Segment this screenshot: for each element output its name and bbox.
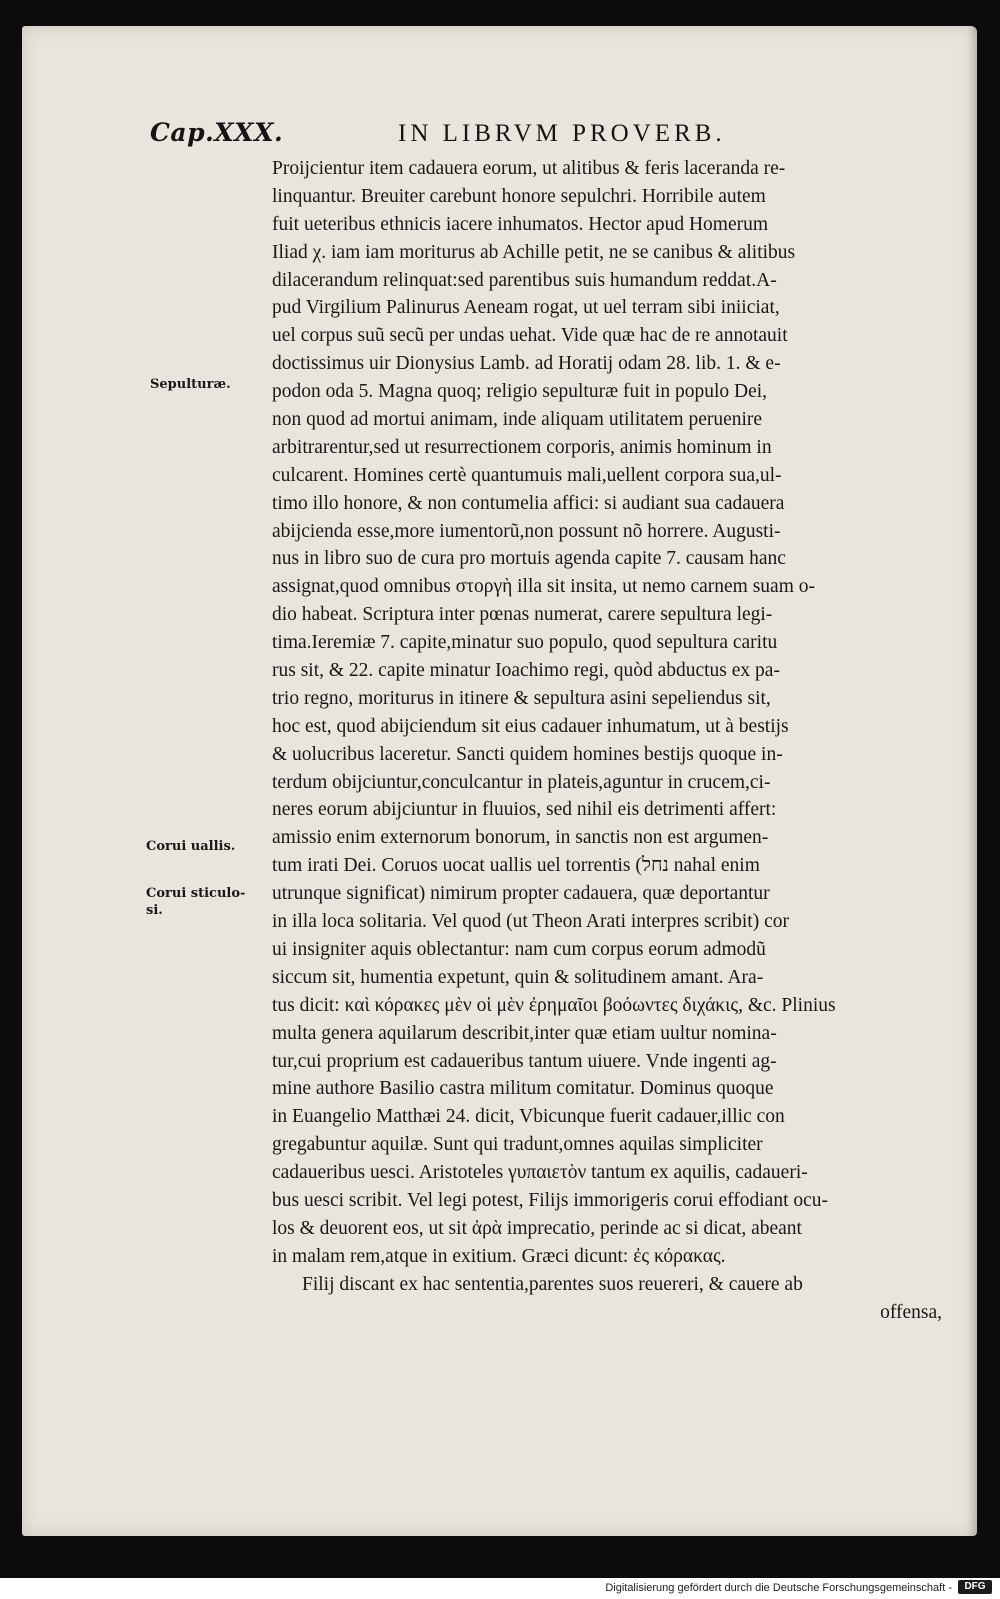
running-title: IN LIBRVM PROVERB. — [398, 120, 726, 147]
margin-note-corui-uallis: Corui uallis. — [146, 839, 236, 854]
text-line: in Euangelio Matthæi 24. dicit, Vbicunque fuerit cadauer,illic con — [272, 1106, 785, 1128]
text-line-paragraph-start: Filij discant ex hac sententia,parentes suos reuereri, & cauere ab — [302, 1273, 803, 1295]
page-header — [150, 118, 920, 154]
text-line: nus in libro suo de cura pro mortuis agenda capite 7. causam hanc — [272, 548, 786, 570]
text-line: timo illo honore, & non contumelia affici: si audiant sua cadauera — [272, 492, 785, 514]
text-line: & uolucribus laceretur. Sancti quidem homines bestijs quoque in- — [272, 743, 783, 765]
text-line: tus dicit: καὶ κόρακες μὲν οἱ μὲν ἐρημαῖοι βοόωντες διχάκις, &c. Plinius — [272, 994, 836, 1016]
text-line: bus uesci scribit. Vel legi potest, Filijs immorigeris corui effodiant ocu- — [272, 1189, 829, 1211]
text-line: uel corpus suũ secũ per undas uehat. Vide quæ hac de re annotauit — [272, 325, 788, 347]
text-line: tum irati Dei. Coruos uocat uallis uel torrentis (נחל nahal enim — [272, 855, 760, 877]
chapter-number: Cap.XXX. — [150, 118, 284, 147]
text-line: mine authore Basilio castra militum comitatur. Dominus quoque — [272, 1078, 774, 1100]
text-line: linquantur. Breuiter carebunt honore sepulchri. Horribile autem — [272, 185, 766, 207]
text-line: rus sit, & 22. capite minatur Ioachimo regi, quòd abductus ex pa- — [272, 660, 780, 682]
margin-note-sepulturae: Sepulturæ. — [150, 377, 231, 392]
text-line: los & deuorent eos, ut sit ἀρὰ imprecatio, perinde ac si dicat, abeant — [272, 1217, 802, 1239]
text-line: ui insigniter aquis oblectantur: nam cum corpus eorum admodũ — [272, 938, 766, 960]
text-line: abijcienda esse,more iumentorũ,non possunt nõ horrere. Augusti- — [272, 520, 781, 542]
text-line: terdum obijciuntur,conculcantur in plateis,aguntur in crucem,ci- — [272, 771, 771, 793]
text-line: in malam rem,atque in exitium. Græci dicunt: ἐς κόρακας. — [272, 1245, 726, 1267]
text-line: culcarent. Homines certè quantumuis mali,uellent corpora sua,ul- — [272, 464, 782, 486]
text-line: non quod ad mortui animam, inde aliquam utilitatem peruenire — [272, 409, 763, 431]
text-line: cadaueribus uesci. Aristoteles γυπαιετὸν tantum ex aquilis, cadaueri- — [272, 1162, 808, 1184]
text-line: in illa loca solitaria. Vel quod (ut Theon Arati interpres scribit) cor — [272, 911, 789, 933]
margin-note-corui-sticulosi — [146, 885, 245, 919]
text-line: assignat,quod omnibus στοργὴ illa sit insita, ut nemo carnem suam o- — [272, 576, 815, 598]
body-text — [272, 155, 942, 1326]
catchword: offensa, — [880, 1301, 942, 1323]
margin-note-corui-sticulosi-line-2: si. — [146, 903, 163, 918]
digitization-credit: Digitalisierung gefördert durch die Deutsche Forschungsgemeinschaft - — [605, 1582, 952, 1594]
text-line: podon oda 5. Magna quoq; religio sepulturæ fuit in populo Dei, — [272, 381, 768, 403]
text-line: tima.Ieremiæ 7. capite,minatur suo populo, quod sepultura caritu — [272, 632, 778, 654]
text-line: neres eorum abijciuntur in fluuios, sed nihil eis detrimenti affert: — [272, 799, 777, 821]
text-line: gregabuntur aquilæ. Sunt qui tradunt,omnes aquilas simpliciter — [272, 1134, 763, 1156]
dfg-logo: DFG — [958, 1580, 992, 1594]
margin-note-corui-sticulosi-line-1: Corui sticulo- — [146, 886, 246, 901]
text-line: doctissimus uir Dionysius Lamb. ad Horatij odam 28. lib. 1. & e- — [272, 353, 781, 375]
text-line: utrunque significat) nimirum propter cadauera, quæ deportantur — [272, 883, 770, 905]
text-line: hoc est, quod abijciendum sit eius cadauer inhumatum, ut à bestijs — [272, 715, 789, 737]
text-line: siccum sit, humentia expetunt, quin & solitudinem amant. Ara- — [272, 966, 764, 988]
text-line: arbitrarentur,sed ut resurrectionem corporis, animis hominum in — [272, 436, 772, 458]
page-edge-shadow — [967, 26, 977, 1536]
text-line: dio habeat. Scriptura inter pœnas numerat, carere sepultura legi- — [272, 604, 773, 626]
text-line: trio regno, moriturus in itinere & sepultura asini sepeliendus sit, — [272, 687, 771, 709]
text-line: fuit ueteribus ethnicis iacere inhumatos. Hector apud Homerum — [272, 213, 769, 235]
text-line: tur,cui proprium est cadaueribus tantum uiuere. Vnde ingenti ag- — [272, 1050, 777, 1072]
text-line: amissio enim externorum bonorum, in sanctis non est argumen- — [272, 827, 769, 849]
text-line: dilacerandum relinquat:sed parentibus suis humandum reddat.A- — [272, 269, 777, 291]
text-line: Proijcientur item cadauera eorum, ut alitibus & feris laceranda re- — [272, 158, 786, 179]
text-line: pud Virgilium Palinurus Aeneam rogat, ut uel terram sibi iniiciat, — [272, 297, 780, 319]
text-line: multa genera aquilarum describit,inter quæ etiam uultur nomina- — [272, 1022, 777, 1044]
text-line: Iliad χ. iam iam moriturus ab Achille petit, ne se canibus & alitibus — [272, 241, 796, 263]
